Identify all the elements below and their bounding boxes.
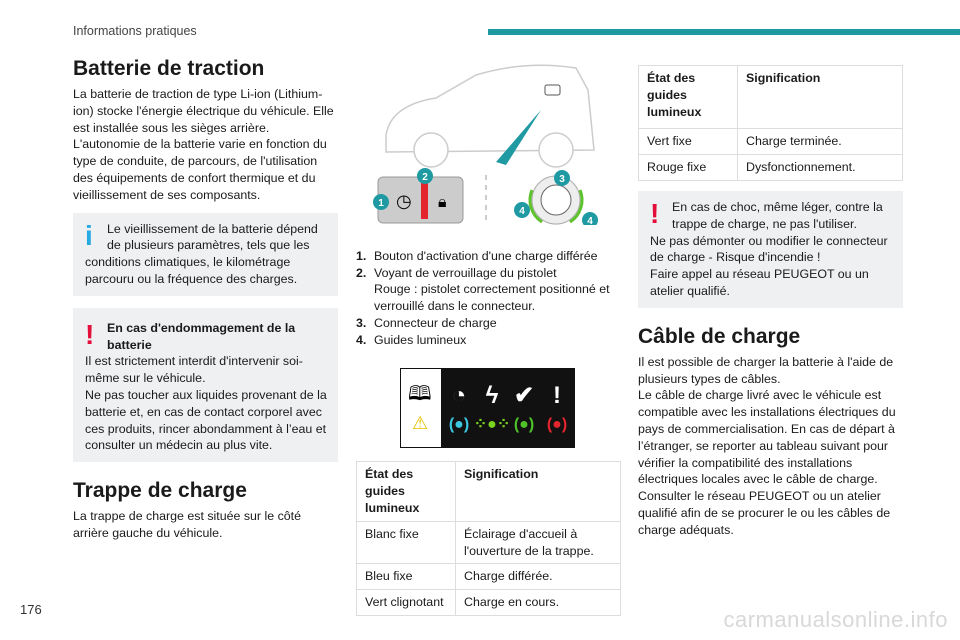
light-guide-table-continued: État des guides lumineux Signification Vert fixe Charge terminée. Rouge fixe Dysfonctionnement. (638, 65, 903, 181)
header-accent-bar (488, 29, 960, 35)
callout-1: 1 (378, 198, 384, 209)
paragraph: La trappe de charge est située sur le côté arrière gauche du véhicule. (73, 509, 301, 540)
warning-text: Faire appel au réseau PEUGEOT ou un atelier qualifié. (650, 267, 869, 298)
warning-text: Il est strictement interdit d'intervenir soi-même sur le véhicule. (85, 354, 303, 386)
heading-charging-cable: Câble de charge (638, 324, 801, 348)
list-item: 1. Bouton d'activation d'une charge différée (356, 248, 598, 263)
watermark: carmanualsonline.info (723, 607, 948, 632)
lightning-icon: ϟ (485, 381, 499, 409)
callout-3: 3 (559, 174, 565, 185)
heading-charging-flap: Trappe de charge (73, 479, 247, 503)
light-guide-table: État des guides lumineux Signification Blanc fixe Éclairage d'accueil à l'ouverture de la trappe. Bleu fixe Charge différée. Vert clignotant Charge en cours. (356, 461, 621, 616)
svg-text:(●): (●) (546, 415, 568, 433)
callout-2: 2 (422, 172, 428, 183)
clock-icon: ◔ (451, 381, 467, 409)
info-note (73, 213, 338, 296)
table-row: Blanc fixe Éclairage d'accueil à l'ouverture de la trappe. (357, 521, 621, 564)
high-voltage-icon: ⚠ (412, 412, 429, 433)
warning-text: Ne pas démonter ou modifier le connecteur de charge - Risque d'incendie ! (650, 233, 888, 265)
svg-text:(●): (●) (513, 415, 535, 433)
info-text: Le vieillissement de la batterie dépend de plusieurs paramètres, tels que les conditions climatiques, le kilométrage parcouru ou la fréquence des charges. (85, 221, 318, 286)
paragraph: Le câble de charge livré avec le véhicule est compatible avec les installations électriques du pays de commercialisation. En cas de départ à l’étranger, se reporter au tableau suivant pour vérifier la compatibilité des installations électriques locales avec le câble de charge. (638, 388, 896, 487)
table-row: Vert clignotant Charge en cours. (357, 590, 621, 616)
table-row: Rouge fixe Dysfonctionnement. (639, 155, 903, 181)
right-column (638, 65, 903, 539)
paragraph: Consulter le réseau PEUGEOT ou un atelier qualifié afin de se procurer le ou les câbles de charge adéquats. (638, 489, 891, 537)
heading-traction-battery: Batterie de traction (73, 57, 265, 80)
lock-icon: 🔒︎ (438, 194, 447, 211)
list-item: 3. Connecteur de charge (356, 315, 497, 330)
warning-icon: ! (85, 318, 95, 350)
exclamation-icon: ! (553, 381, 561, 409)
page-number: 176 (20, 602, 42, 617)
legend-list (356, 248, 621, 349)
charging-flap-illustration (356, 50, 621, 225)
warning-note (638, 191, 903, 308)
callout-4: 4 (519, 206, 525, 217)
warning-note (73, 308, 338, 462)
light-guide-pictogram (356, 367, 621, 449)
left-column (73, 56, 338, 542)
section-header: Informations pratiques (73, 24, 197, 38)
paragraph: Il est possible de charger la batterie à l'aide de plusieurs types de câbles. (638, 354, 894, 386)
middle-column (356, 50, 621, 616)
warning-icon: ! (650, 197, 660, 229)
callout-4: 4 (587, 216, 593, 225)
table-row: Vert fixe Charge terminée. (639, 129, 903, 155)
table-row: Bleu fixe Charge différée. (357, 564, 621, 590)
paragraph: L'autonomie de la batterie varie en fonction du type de conduite, de parcours, de l'utilisation des équipements de confort thermique et du vieillissement de ses composants. (73, 137, 327, 202)
svg-text:(●): (●) (448, 415, 470, 433)
warning-title: En cas d'endommagement de la batterie (107, 320, 296, 352)
clock-plug-icon: ◷ (396, 191, 412, 211)
info-icon: i (85, 219, 93, 251)
warning-text: Ne pas toucher aux liquides provenant de la batterie et, en cas de contact corporel avec ces produits, rincer abondamment à l’eau et consulter un médecin au plus vite. (85, 387, 327, 453)
paragraph: La batterie de traction de type Li-ion (Lithium-ion) stocke l'énergie électrique du véhicule. Elle est installée sous les sièges arrière. (73, 87, 334, 135)
warning-text: En cas de choc, même léger, contre la trappe de charge, ne pas l'utiliser. (672, 199, 883, 231)
check-icon: ✔ (513, 381, 535, 409)
manual-info-icon: 🕮 (408, 382, 432, 405)
svg-text:⁘●⁘: ⁘●⁘ (473, 415, 511, 433)
list-item: 2. Voyant de verrouillage du pistolet Rouge : pistolet correctement positionné et verrouillé dans le connecteur. (356, 265, 610, 314)
list-item: 4. Guides lumineux (356, 332, 467, 347)
